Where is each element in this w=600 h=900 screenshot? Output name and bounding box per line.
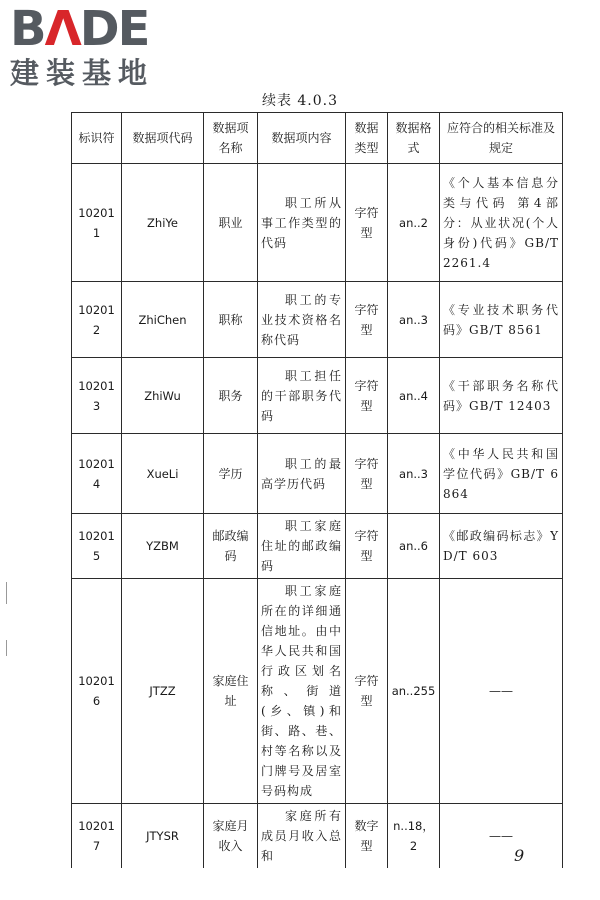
cell-item-name: 职业 xyxy=(204,164,258,282)
cell-item-name: 学历 xyxy=(204,434,258,514)
cell-data-format: an..4 xyxy=(388,358,440,434)
data-item-table xyxy=(71,112,563,868)
cell-standard: 《专业技术职务代码》GB/T 8561 xyxy=(440,282,563,358)
header-data-format: 数据格式 xyxy=(388,113,440,164)
table-row xyxy=(72,358,563,434)
cell-identifier: 102012 xyxy=(72,282,122,358)
table-row xyxy=(72,434,563,514)
cell-item-content: 职工的专业技术资格名称代码 xyxy=(258,282,346,358)
cell-standard: 《个人基本信息分类与代码 第4部分：从业状况(个人身份)代码》GB/T 2261.4 xyxy=(440,164,563,282)
cell-item-content: 职工家庭住址的邮政编码 xyxy=(258,514,346,579)
cell-data-format: an..3 xyxy=(388,434,440,514)
header-item-content: 数据项内容 xyxy=(258,113,346,164)
logo-wordmark: BΛDE xyxy=(10,1,149,57)
cell-item-content: 职工担任的干部职务代码 xyxy=(258,358,346,434)
header-item-code: 数据项代码 xyxy=(122,113,204,164)
cell-data-type: 字符型 xyxy=(346,579,388,804)
cell-data-type: 数字型 xyxy=(346,804,388,869)
cell-item-code: JTYSR xyxy=(122,804,204,869)
cell-data-format: an..255 xyxy=(388,579,440,804)
cell-identifier: 102011 xyxy=(72,164,122,282)
cell-identifier: 102015 xyxy=(72,514,122,579)
cell-data-type: 字符型 xyxy=(346,514,388,579)
cell-data-format: n..18，2 xyxy=(388,804,440,869)
cell-item-name: 职务 xyxy=(204,358,258,434)
table-caption: 续表 4.0.3 xyxy=(261,93,339,109)
cell-identifier: 102016 xyxy=(72,579,122,804)
cell-item-name: 职称 xyxy=(204,282,258,358)
cell-item-content: 职工家庭所在的详细通信地址。由中华人民共和国行政区划名称、街道(乡、镇)和街、路、巷、村等名称以及门牌号及居室号码构成 xyxy=(258,579,346,804)
cell-data-type: 字符型 xyxy=(346,358,388,434)
scan-margin-mark xyxy=(6,582,7,604)
table-row xyxy=(72,282,563,358)
cell-data-format: an..2 xyxy=(388,164,440,282)
cell-standard: —— xyxy=(440,804,563,869)
table-row xyxy=(72,804,563,869)
cell-item-name: 家庭月收入 xyxy=(204,804,258,869)
cell-data-type: 字符型 xyxy=(346,164,388,282)
cell-item-code: YZBM xyxy=(122,514,204,579)
header-data-type: 数据类型 xyxy=(346,113,388,164)
cell-item-name: 邮政编码 xyxy=(204,514,258,579)
cell-data-format: an..3 xyxy=(388,282,440,358)
cell-identifier: 102014 xyxy=(72,434,122,514)
cell-identifier: 102017 xyxy=(72,804,122,869)
logo-chinese-name: 建装基地 xyxy=(10,56,155,90)
table-row xyxy=(72,164,563,282)
cell-item-code: ZhiWu xyxy=(122,358,204,434)
cell-standard: 《邮政编码标志》YD/T 603 xyxy=(440,514,563,579)
header-item-name: 数据项名称 xyxy=(204,113,258,164)
table-header-row xyxy=(72,113,563,164)
cell-item-code: JTZZ xyxy=(122,579,204,804)
header-identifier: 标识符 xyxy=(72,113,122,164)
cell-data-format: an..6 xyxy=(388,514,440,579)
cell-item-code: ZhiYe xyxy=(122,164,204,282)
page-number: 9 xyxy=(514,846,525,865)
header-standard: 应符合的相关标准及规定 xyxy=(440,113,563,164)
brand-logo xyxy=(10,1,155,90)
cell-item-content: 职工的最高学历代码 xyxy=(258,434,346,514)
cell-data-type: 字符型 xyxy=(346,282,388,358)
table-row xyxy=(72,514,563,579)
cell-item-content: 家庭所有成员月收入总和 xyxy=(258,804,346,869)
cell-data-type: 字符型 xyxy=(346,434,388,514)
cell-item-content: 职工所从事工作类型的代码 xyxy=(258,164,346,282)
cell-identifier: 102013 xyxy=(72,358,122,434)
table-row xyxy=(72,579,563,804)
cell-item-code: XueLi xyxy=(122,434,204,514)
cell-standard: 《干部职务名称代码》GB/T 12403 xyxy=(440,358,563,434)
cell-item-code: ZhiChen xyxy=(122,282,204,358)
scan-margin-mark xyxy=(6,640,7,656)
cell-item-name: 家庭住址 xyxy=(204,579,258,804)
cell-standard: —— xyxy=(440,579,563,804)
cell-standard: 《中华人民共和国学位代码》GB/T 6864 xyxy=(440,434,563,514)
